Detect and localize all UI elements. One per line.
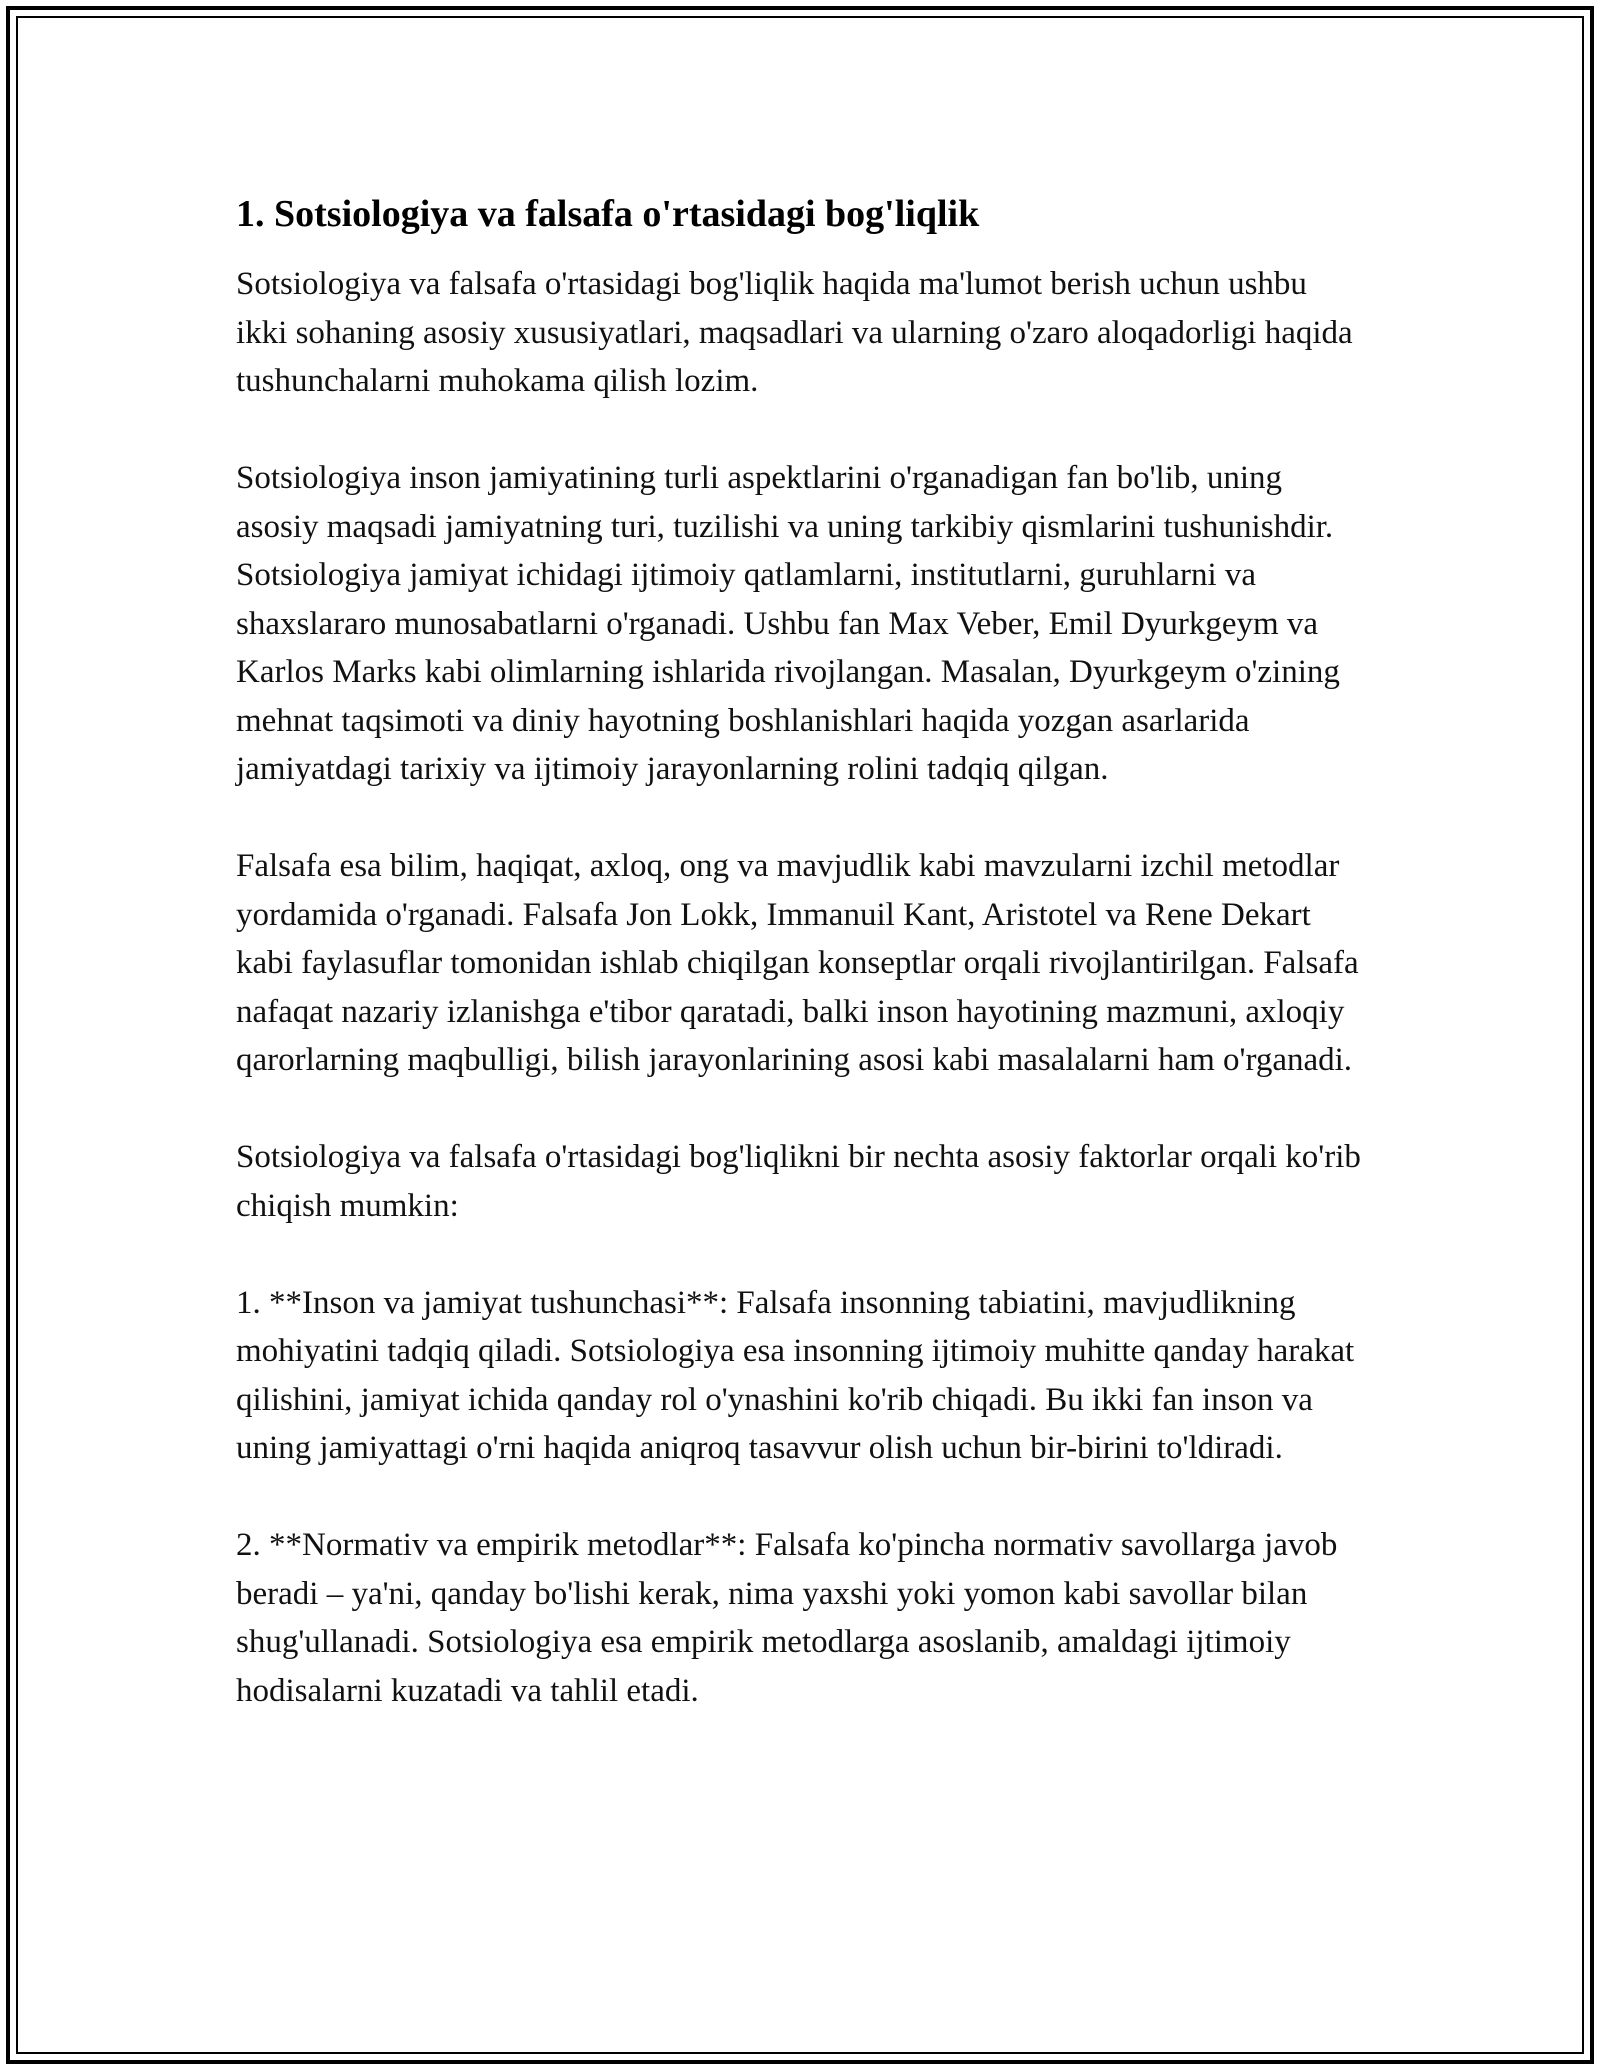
paragraph-philosophy: Falsafa esa bilim, haqiqat, axloq, ong va mavjudlik kabi mavzularni izchil metodlar yordamida o'rganadi. Falsafa Jon Lokk, Immanuil Kant, Aristotel va Rene Dekart kabi faylasuflar tomonidan ishlab chiqilgan konseptlar orqali rivojlantirilgan. Falsafa nafaqat nazariy izlanishga e'tibor qaratadi, balki inson hayotining mazmuni, axloqiy qarorlarning maqbulligi, bilish jarayonlarining asosi kabi masalalarni ham o'rganadi. <box>236 848 1359 1078</box>
paragraph-connection-intro: Sotsiologiya va falsafa o'rtasidagi bog'liqlikni bir nechta asosiy faktorlar orqali ko'rib chiqish mumkin: <box>236 1139 1361 1224</box>
list-item-2: 2. **Normativ va empirik metodlar**: Falsafa ko'pincha normativ savollarga javob beradi – ya'ni, qanday bo'lishi kerak, nima yaxshi yoki yomon kabi savollar bilan shug'ullanadi. Sotsiologiya esa empirik metodlarga asoslanib, amaldagi ijtimoiy hodisalarni kuzatadi va tahlil etadi. <box>236 1527 1338 1709</box>
paragraph-intro: Sotsiologiya va falsafa o'rtasidagi bog'liqlik haqida ma'lumot berish uchun ushbu ikki sohaning asosiy xususiyatlari, maqsadlari va ularning o'zaro aloqadorligi haqida tushunchalarni muhokama qilish lozim. <box>236 266 1353 399</box>
document-body <box>236 190 1366 1715</box>
paragraph-sociology: Sotsiologiya inson jamiyatining turli aspektlarini o'rganadigan fan bo'lib, uning asosiy maqsadi jamiyatning turi, tuzilishi va uning tarkibiy qismlarini tushunishdir. Sotsiologiya jamiyat ichidagi ijtimoiy qatlamlarni, institutlarni, guruhlarni va shaxslararo munosabatlarni o'rganadi. Ushbu fan Max Veber, Emil Dyurkgeym va Karlos Marks kabi olimlarning ishlarida rivojlangan. Masalan, Dyurkgeym o'zining mehnat taqsimoti va diniy hayotning boshlanishlari haqida yozgan asarlarida jamiyatdagi tarixiy va ijtimoiy jarayonlarning rolini tadqiq qilgan. <box>236 460 1340 787</box>
list-item-1: 1. **Inson va jamiyat tushunchasi**: Falsafa insonning tabiatini, mavjudlikning mohiyatini tadqiq qiladi. Sotsiologiya esa insonning ijtimoiy muhitte qanday harakat qilishini, jamiyat ichida qanday rol o'ynashini ko'rib chiqadi. Bu ikki fan inson va uning jamiyattagi o'rni haqida aniqroq tasavvur olish uchun bir-birini to'ldiradi. <box>236 1284 1355 1466</box>
document-title: 1. Sotsiologiya va falsafa o'rtasidagi bog'liqlik <box>236 193 980 235</box>
